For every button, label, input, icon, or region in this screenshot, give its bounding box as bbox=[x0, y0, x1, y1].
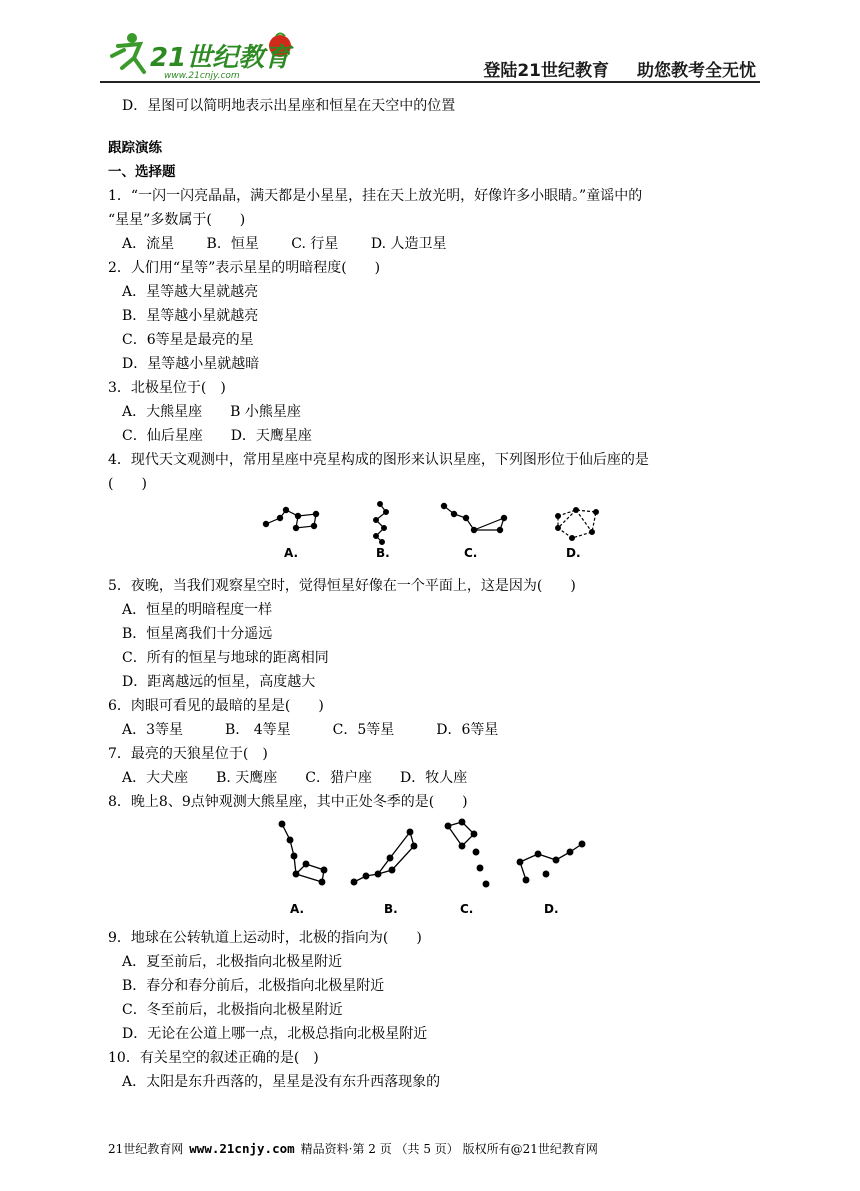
site-logo bbox=[110, 28, 330, 84]
question-6-options: A．3等星 B. 4等星 C．5等星 D．6等星 bbox=[122, 722, 499, 738]
question-5: 5．夜晚，当我们观察星空时，觉得恒星好像在一个平面上，这是因为( ) bbox=[108, 578, 576, 594]
question-2: 2．人们用“星等”表示星星的明暗程度( ) bbox=[108, 260, 381, 276]
question-9-option-b: B．春分和春分前后，北极指向北极星附近 bbox=[122, 978, 385, 994]
constellation-figure-q4 bbox=[108, 500, 768, 568]
big-dipper-b-diagram bbox=[348, 818, 422, 898]
question-4-cont: ( ) bbox=[108, 476, 147, 492]
question-2-option-d: D．星等越小星就越暗 bbox=[122, 356, 260, 372]
constellation-figure-q8 bbox=[108, 818, 768, 922]
figure-label-b: B. bbox=[384, 902, 398, 916]
slogan-left: 登陆21世纪教育 bbox=[483, 61, 609, 81]
constellation-a-diagram bbox=[260, 500, 336, 544]
figure-label-d: D. bbox=[566, 546, 581, 560]
constellation-d-diagram bbox=[548, 500, 604, 546]
page-footer bbox=[108, 1140, 758, 1157]
figure-label-a: A. bbox=[290, 902, 305, 916]
question-9-option-d: D．无论在公道上哪一点，北极总指向北极星附近 bbox=[122, 1026, 428, 1042]
subsection-title: 一、选择题 bbox=[108, 164, 176, 180]
question-1-options: A．流星 B．恒星 C. 行星 D. 人造卫星 bbox=[122, 236, 447, 252]
question-3-options-ab: A．大熊星座 B 小熊星座 bbox=[122, 404, 301, 420]
document-body bbox=[108, 94, 768, 1094]
header-slogan bbox=[483, 56, 756, 81]
page-header bbox=[100, 22, 760, 84]
figure-label-c: C. bbox=[464, 546, 478, 560]
section-title: 跟踪演练 bbox=[108, 140, 162, 156]
question-5-option-b: B．恒星离我们十分遥远 bbox=[122, 626, 273, 642]
footer-right: 精品资料·第 2 页 （共 5 页） 版权所有@21世纪教育网 bbox=[300, 1142, 598, 1156]
question-2-option-a: A．星等越大星就越亮 bbox=[122, 284, 259, 300]
question-5-option-d: D．距离越远的恒星，高度越大 bbox=[122, 674, 316, 690]
question-2-option-c: C．6等星是最亮的星 bbox=[122, 332, 254, 348]
question-7-options: A．大犬座 B. 天鹰座 C．猎户座 D．牧人座 bbox=[122, 770, 468, 786]
question-5-option-c: C．所有的恒星与地球的距离相同 bbox=[122, 650, 329, 666]
big-dipper-d-diagram bbox=[512, 818, 592, 898]
slogan-right: 助您教考全无忧 bbox=[637, 61, 756, 81]
question-10: 10．有关星空的叙述正确的是( ) bbox=[108, 1050, 319, 1066]
question-9: 9．地球在公转轨道上运动时，北极的指向为( ) bbox=[108, 930, 422, 946]
figure-label-d: D. bbox=[544, 902, 559, 916]
question-3-options-cd: C．仙后星座 D．天鹰星座 bbox=[122, 428, 312, 444]
question-7: 7．最亮的天狼星位于( ) bbox=[108, 746, 268, 762]
figure-label-b: B. bbox=[376, 546, 390, 560]
option-line: D．星图可以简明地表示出星座和恒星在天空中的位置 bbox=[122, 98, 456, 114]
question-9-option-a: A．夏至前后，北极指向北极星附近 bbox=[122, 954, 343, 970]
question-9-option-c: C．冬至前后，北极指向北极星附近 bbox=[122, 1002, 343, 1018]
figure-label-a: A. bbox=[284, 546, 299, 560]
question-5-option-a: A．恒星的明暗程度一样 bbox=[122, 602, 273, 618]
question-2-option-b: B．星等越小星就越亮 bbox=[122, 308, 259, 324]
figure-label-c: C. bbox=[460, 902, 474, 916]
constellation-c-diagram bbox=[438, 500, 518, 546]
constellation-b-diagram bbox=[366, 500, 396, 546]
question-4: 4．现代天文观测中，常用星座中亮星构成的图形来认识星座，下列图形位于仙后座的是 bbox=[108, 452, 649, 468]
question-3: 3．北极星位于( ) bbox=[108, 380, 226, 396]
question-10-option-a: A．太阳是东升西落的，星星是没有东升西落现象的 bbox=[122, 1074, 441, 1090]
header-divider bbox=[100, 81, 760, 83]
logo-url: www.21cnjy.com bbox=[164, 71, 240, 81]
logo-text: 21世纪教育 bbox=[150, 43, 291, 73]
question-1-cont: “星星”多数属于( ) bbox=[108, 212, 246, 228]
big-dipper-a-diagram bbox=[274, 818, 334, 898]
question-6: 6．肉眼可看见的最暗的星是( ) bbox=[108, 698, 324, 714]
question-8: 8．晚上8、9点钟观测大熊星座，其中正处冬季的是( ) bbox=[108, 794, 468, 810]
footer-left: 21世纪教育网 bbox=[108, 1142, 184, 1156]
big-dipper-c-diagram bbox=[440, 818, 496, 898]
footer-site-link[interactable]: www.21cnjy.com bbox=[189, 1141, 295, 1156]
question-1: 1．“一闪一闪亮晶晶，满天都是小星星，挂在天上放光明，好像许多小眼睛。”童谣中的 bbox=[108, 188, 643, 204]
